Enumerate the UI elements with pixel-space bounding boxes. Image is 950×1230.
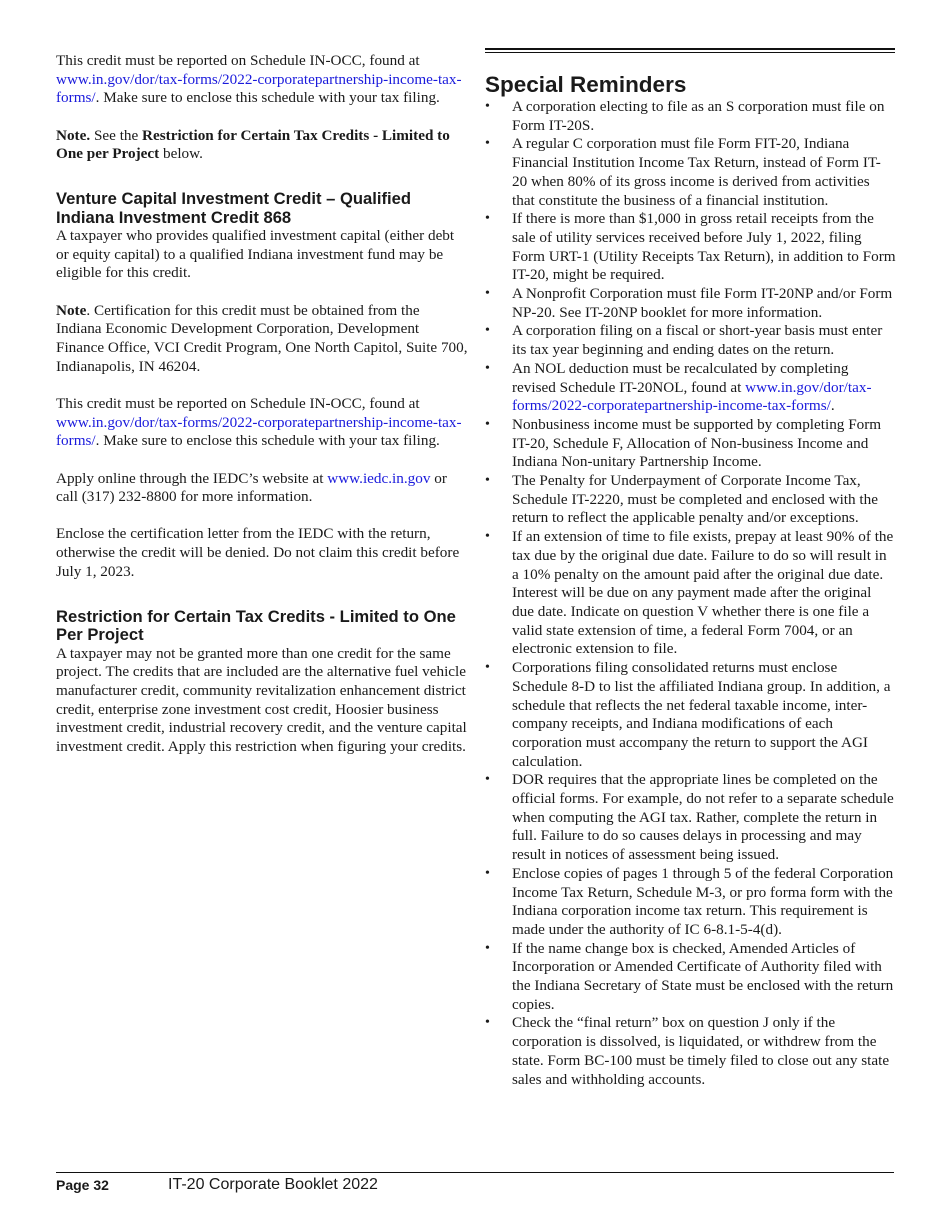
- text: A corporation electing to file as an S corporation must file on Form IT-20S.: [512, 98, 885, 134]
- list-item: [484, 659, 896, 771]
- tax-forms-link-1[interactable]: www.in.gov/dor/tax-forms/2022-corporatepartnership-income-tax-forms/: [56, 70, 462, 107]
- list-item: [484, 1014, 896, 1089]
- list-item: [484, 528, 896, 659]
- note-paragraph-2: [56, 302, 468, 377]
- list-item: [484, 940, 896, 1015]
- nol-tax-forms-link[interactable]: www.in.gov/dor/tax-forms/2022-corporatepartnership-income-tax-forms/: [512, 378, 872, 415]
- text: .: [830, 397, 835, 415]
- bullet-icon: •: [485, 99, 490, 114]
- list-item: [484, 210, 896, 285]
- list-item: [484, 416, 896, 472]
- text: . Certification for this credit must be obtained from the Indiana Economic Development Corporation, Development Finance Office, VCI Credit Program, One North Capitol, Suite 700, Indianapolis, IN 46204.: [56, 301, 468, 375]
- restriction-paragraph: A taxpayer may not be granted more than one credit for the same project. The credits that are included are the alternative fuel vehicle manufacturer credit, community revitalization enhancement district credit, enterprise zone investment cost credit, Hoosier business investment credit, industrial recovery credit, and the venture capital investment credit. Apply this restriction when figuring your credits.: [56, 644, 467, 756]
- bullet-icon: •: [485, 211, 490, 227]
- in-occ-paragraph-1: [56, 52, 468, 108]
- section-divider: [485, 48, 895, 53]
- list-item: [484, 98, 896, 135]
- bullet-icon: •: [485, 323, 490, 339]
- text: DOR requires that the appropriate lines be completed on the official forms. For example, do not refer to a separate schedule when computing the AGI tax. Rather, complete the return in full. Failure to do so causes delays in processing and may result in notices of assessment being issued.: [512, 771, 894, 864]
- bullet-icon: •: [485, 360, 490, 376]
- text: A regular C corporation must file Form FIT-20, Indiana Financial Institution Income Tax Return, instead of Form IT-20 when 80% of its gross income is derived from activities that constitute the business of a financial institution.: [512, 135, 881, 209]
- bullet-icon: •: [485, 529, 490, 545]
- vci-heading: Venture Capital Investment Credit – Qualified Indiana Investment Credit 868: [56, 189, 412, 227]
- text: Corporations filing consolidated returns must enclose Schedule 8-D to list the affiliated Indiana group. In addition, a schedule that reflects the net federal taxable income, inter-company receipts, and Indiana modifications of each corporation must accompany the return to support the AGI calculation.: [512, 659, 891, 770]
- text: Check the “final return” box on question J only if the corporation is dissolved, is liquidated, or withdrew from the state. Form BC-100 must be timely filed to close out any state sales and withholding accounts.: [512, 1014, 890, 1088]
- text: If the name change box is checked, Amended Articles of Incorporation or Amended Certificate of Authority filed with the Indiana Secretary of State must be enclosed with the return copies.: [512, 939, 894, 1013]
- certification-paragraph: Enclose the certification letter from the IEDC with the return, otherwise the credit will be denied. Do not claim this credit before July 1, 2023.: [56, 525, 460, 580]
- text: or call (317) 232-8800 for more information.: [56, 469, 447, 506]
- text: This credit must be reported on Schedule IN-OCC, found at: [56, 52, 420, 69]
- note-label: Note: [56, 301, 87, 319]
- left-column: [56, 52, 468, 775]
- bullet-icon: •: [485, 473, 490, 489]
- text: Nonbusiness income must be supported by completing Form IT-20, Schedule F, Allocation of Non-business Income and Indiana Non-unitary Partnership Income.: [512, 415, 882, 471]
- vci-paragraph: A taxpayer who provides qualified investment capital (either debt or equity capital) to a qualified Indiana investment fund may be eligible for this credit.: [56, 227, 455, 282]
- in-occ-paragraph-2: [56, 395, 468, 451]
- special-reminders-heading: Special Reminders: [485, 72, 687, 97]
- iedc-paragraph: [56, 470, 468, 507]
- bullet-icon: •: [485, 940, 490, 956]
- bullet-icon: •: [485, 416, 490, 432]
- text: An NOL deduction must be recalculated by completing revised Schedule IT-20NOL, found at: [512, 359, 849, 396]
- list-item: [484, 322, 896, 359]
- text: A corporation filing on a fiscal or short-year basis must enter its tax year beginning and ending dates on the return.: [512, 322, 883, 359]
- list-item: [484, 360, 896, 416]
- booklet-title: IT-20 Corporate Booklet 2022: [168, 1176, 378, 1193]
- text: Apply online through the IEDC’s website at: [56, 469, 328, 487]
- list-item: [484, 472, 896, 528]
- text: See the: [90, 126, 143, 144]
- reminders-list: [484, 98, 896, 1089]
- list-item: [484, 771, 896, 865]
- iedc-link[interactable]: www.iedc.in.gov: [327, 469, 431, 487]
- bullet-icon: •: [485, 865, 490, 881]
- note-paragraph-1: [56, 127, 468, 164]
- footer-divider: [56, 1172, 894, 1173]
- bullet-icon: •: [485, 286, 490, 302]
- list-item: [484, 865, 896, 940]
- text: If an extension of time to file exists, prepay at least 90% of the tax due by the original due date. Failure to do so will result in a 10% penalty on the amount paid after the original due date. Interest will be due on any payment made after the original due date. Indicate on question V whether there is one file a valid state extension of time, a federal Form 7004, or an electronic extension to file.: [512, 528, 894, 658]
- restriction-reference: Restriction for Certain Tax Credits - Limited to One per Project: [56, 126, 450, 163]
- text: If there is more than $1,000 in gross retail receipts from the sale of utility services received before July 1, 2022, filing Form URT-1 (Utility Receipts Tax Return), in addition to Form IT-20, might be required.: [512, 210, 896, 284]
- tax-forms-link-2[interactable]: www.in.gov/dor/tax-forms/2022-corporatepartnership-income-tax-forms/: [56, 413, 462, 450]
- text: The Penalty for Underpayment of Corporate Income Tax, Schedule IT-2220, must be completed and enclosed with the return to reflect the applicable penalty and/or exceptions.: [512, 472, 878, 527]
- bullet-icon: •: [485, 136, 490, 152]
- text: . Make sure to enclose this schedule with your tax filing.: [95, 432, 440, 450]
- bullet-icon: •: [485, 1015, 490, 1031]
- list-item: [484, 285, 896, 322]
- text: A Nonprofit Corporation must file Form IT-20NP and/or Form NP-20. See IT-20NP booklet for more information.: [512, 285, 893, 321]
- list-item: [484, 135, 896, 210]
- bullet-icon: •: [485, 660, 490, 676]
- text: Enclose copies of pages 1 through 5 of the federal Corporation Income Tax Return, Schedule M-3, or pro forma form with the Indiana corporation income tax return. This requirement is made under the authority of IC 6-8.1-5-4(d).: [512, 864, 894, 938]
- note-label: Note.: [56, 126, 91, 144]
- page-number: Page 32: [56, 1177, 109, 1193]
- text: . Make sure to enclose this schedule with your tax filing.: [95, 89, 440, 107]
- right-column: [484, 48, 896, 1089]
- text: below.: [159, 145, 203, 163]
- text: This credit must be reported on Schedule IN-OCC, found at: [56, 394, 420, 412]
- bullet-icon: •: [485, 772, 490, 788]
- restriction-heading: Restriction for Certain Tax Credits - Limited to One Per Project: [56, 606, 456, 645]
